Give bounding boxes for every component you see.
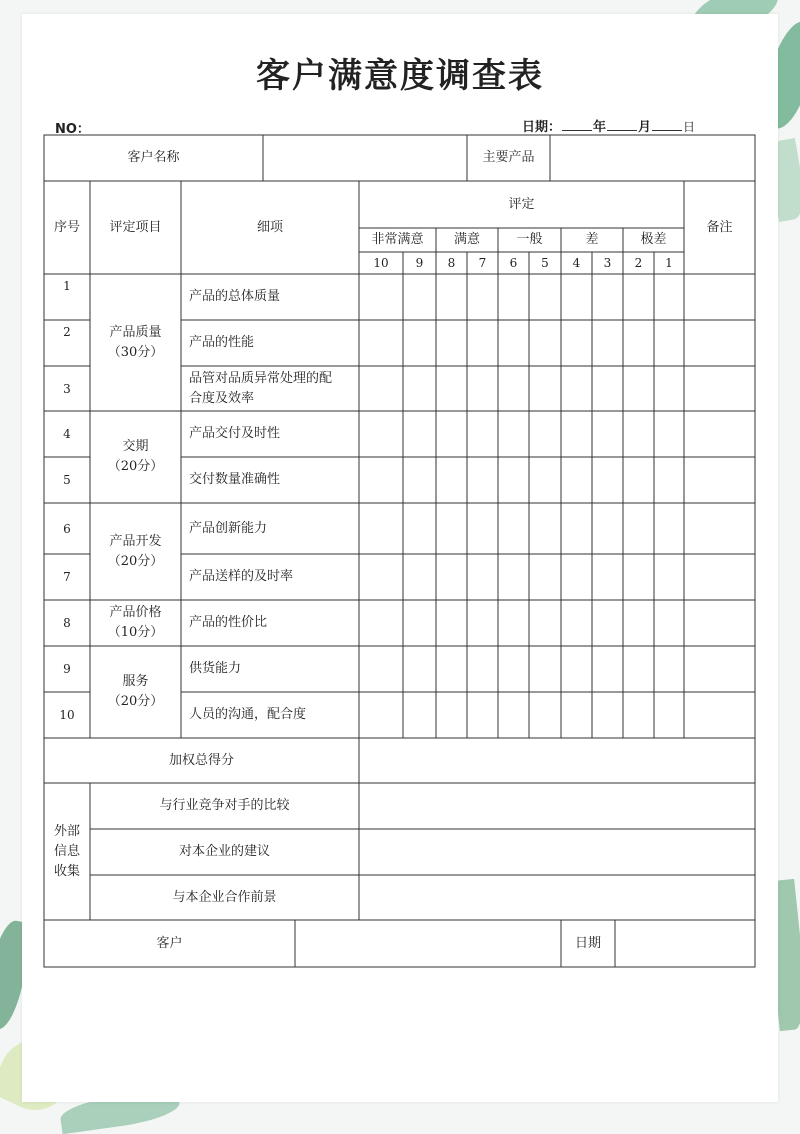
score-2: 2 (634, 256, 643, 270)
category-delivery: 交期 （20分） (107, 439, 164, 474)
month-label: 月 (638, 120, 652, 135)
footer-customer-field[interactable] (295, 920, 561, 967)
score-1: 1 (665, 256, 673, 270)
footer-date-field[interactable] (615, 920, 755, 967)
row-detail: 交付数量准确性 (189, 472, 281, 487)
score-7: 7 (478, 256, 487, 270)
main-product-label: 主要产品 (482, 150, 535, 165)
main-product-field[interactable] (550, 135, 755, 181)
form-number-label: NO： (55, 122, 90, 137)
category-development: 产品开发 （20分） (107, 533, 164, 569)
row-number: 7 (63, 570, 71, 584)
level-very-satisfied: 非常满意 (371, 232, 424, 247)
row-detail: 产品送样的及时率 (189, 569, 294, 584)
level-average: 一般 (516, 232, 543, 247)
detail-header: 细项 (256, 219, 283, 235)
row-number: 5 (63, 473, 71, 487)
row-number: 2 (63, 325, 71, 339)
level-poor: 差 (585, 232, 599, 247)
customer-name-field[interactable] (263, 135, 467, 181)
external-prospect-field[interactable] (359, 875, 755, 920)
row-detail: 品管对品质异常处理的配 合度及效率 (189, 370, 333, 406)
row-number: 9 (63, 662, 71, 676)
row-number: 8 (63, 616, 71, 630)
row-detail: 产品的性能 (189, 335, 255, 350)
rating-header: 评定 (508, 196, 535, 212)
external-item-prospect: 与本企业合作前景 (172, 889, 277, 905)
score-9: 9 (415, 256, 424, 270)
row-number: 10 (59, 708, 75, 722)
row-detail: 产品创新能力 (189, 520, 268, 536)
day-label: 日 (683, 120, 696, 134)
row-number: 6 (63, 521, 71, 536)
score-6: 6 (509, 256, 518, 270)
row-detail: 产品的性价比 (189, 615, 268, 630)
score-10: 10 (373, 256, 389, 270)
date-label: 日期： (522, 120, 562, 135)
level-satisfied: 满意 (453, 232, 480, 247)
row-detail: 产品交付及时性 (189, 426, 281, 441)
remark-header: 备注 (706, 219, 733, 235)
eval-item-header: 评定项目 (109, 219, 162, 235)
row-detail: 产品的总体质量 (189, 289, 281, 304)
row-number: 3 (63, 381, 71, 396)
footer-customer-label: 客户 (156, 935, 183, 951)
external-item-competitor: 与行业竞争对手的比较 (159, 798, 290, 813)
footer-date-label: 日期 (574, 935, 601, 951)
level-very-poor: 极差 (640, 232, 667, 247)
seq-header: 序号 (53, 219, 80, 235)
score-8: 8 (447, 256, 456, 270)
category-service: 服务 （20分） (107, 674, 164, 709)
category-quality: 产品质量 （30分） (107, 324, 164, 360)
external-suggestion-field[interactable] (359, 829, 755, 875)
page-title: 客户满意度调查表 (256, 56, 544, 96)
external-info-label: 外部 信息 收集 (53, 823, 80, 879)
score-3: 3 (603, 256, 612, 270)
external-item-suggestion: 对本企业的建议 (178, 844, 270, 859)
score-5: 5 (541, 256, 549, 270)
weighted-total-field[interactable] (359, 738, 755, 783)
category-price: 产品价格 （10分） (107, 605, 164, 640)
customer-name-label: 客户名称 (127, 150, 180, 165)
external-competitor-field[interactable] (359, 783, 755, 829)
row-number: 4 (63, 427, 71, 441)
score-4: 4 (572, 256, 581, 270)
row-detail: 人员的沟通，配合度 (189, 707, 307, 722)
weighted-total-label: 加权总得分 (168, 752, 234, 768)
row-detail: 供货能力 (189, 661, 242, 676)
row-number: 1 (63, 279, 71, 293)
year-label: 年 (593, 120, 607, 135)
